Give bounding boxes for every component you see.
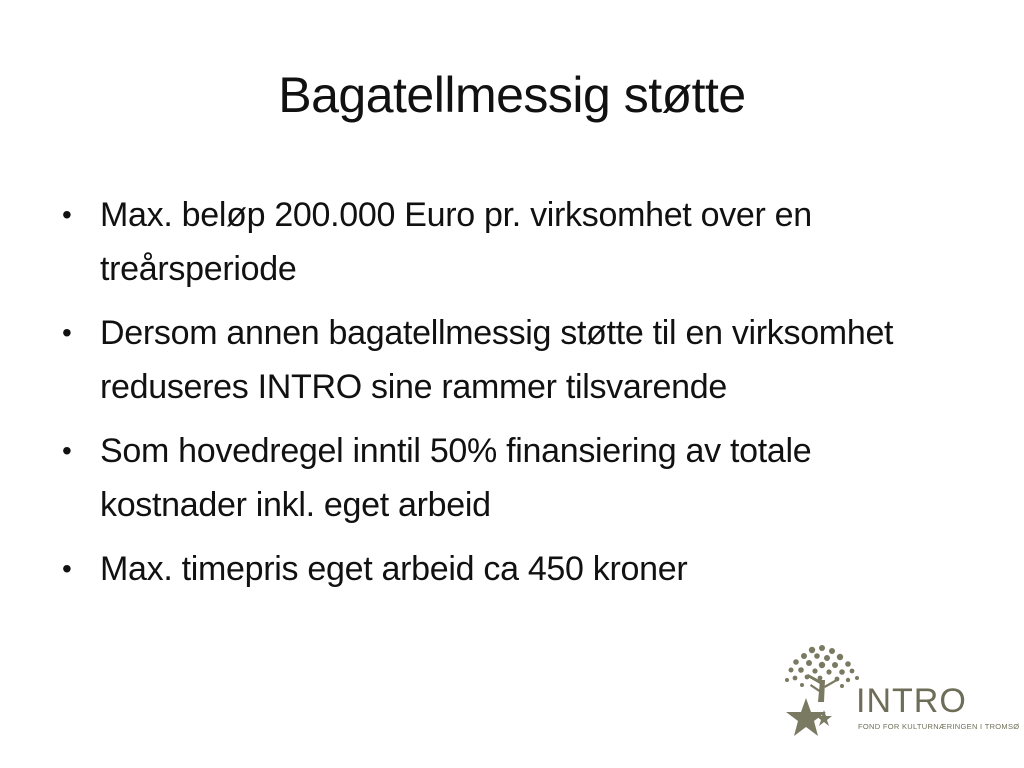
bullet-text: Max. timepris eget arbeid ca 450 kroner — [100, 550, 688, 588]
bullet-item — [56, 542, 956, 596]
bullet-dot: • — [62, 553, 72, 584]
bullet-item — [56, 424, 956, 532]
bullet-list — [56, 188, 956, 606]
bullet-item — [56, 306, 956, 414]
bullet-text: Max. beløp 200.000 Euro pr. virksomhet over en treårsperiode — [100, 196, 812, 288]
tree-star-icon — [782, 640, 862, 740]
bullet-item — [56, 188, 956, 296]
intro-logo — [782, 640, 1020, 740]
logo-tagline: FOND FOR KULTURNÆRINGEN I TROMSØ — [858, 722, 1020, 731]
slide-title: Bagatellmessig støtte — [278, 67, 746, 123]
bullet-dot: • — [62, 199, 72, 230]
bullet-text: Dersom annen bagatellmessig støtte til en virksomhet reduseres INTRO sine rammer tilsvarende — [100, 314, 894, 406]
logo-wordmark: INTRO — [856, 682, 967, 720]
bullet-dot: • — [62, 435, 72, 466]
bullet-text: Som hovedregel inntil 50% finansiering av totale kostnader inkl. eget arbeid — [100, 432, 812, 524]
bullet-dot: • — [62, 317, 72, 348]
